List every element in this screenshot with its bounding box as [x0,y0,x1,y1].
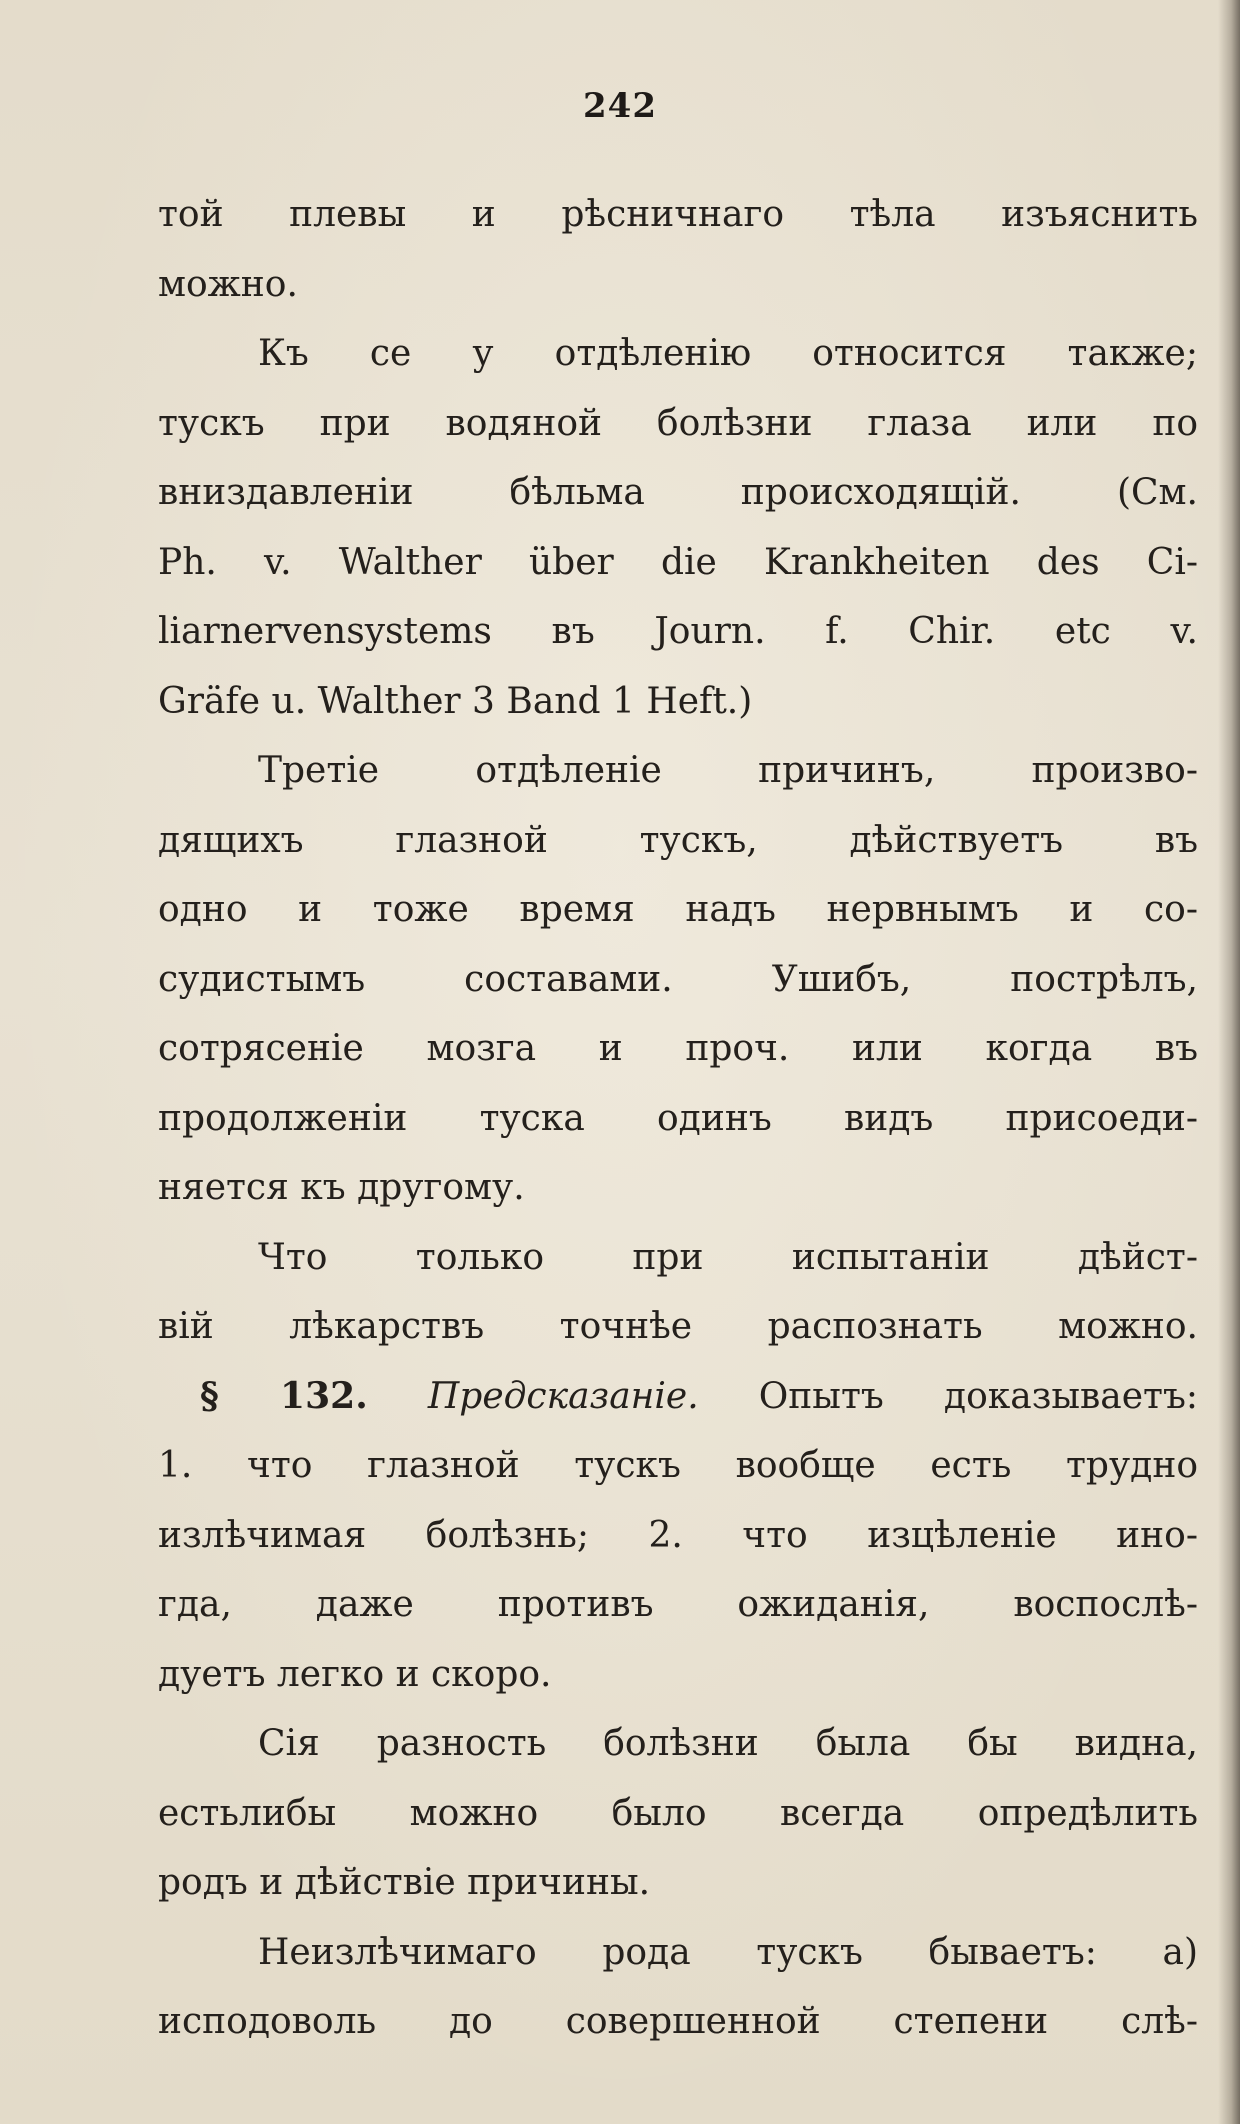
text-line: 1. что глазной тускъ вообще есть трудно [158,1445,1198,1486]
body-text [158,180,1198,2057]
text-line: дящихъ глазной тускъ, дѣйствуетъ въ [158,819,1198,861]
text-line: исподоволь до совершенной степени слѣ- [158,2001,1198,2042]
section-text: Опытъ доказываетъ: [758,1375,1198,1417]
section-heading-line [158,1362,1198,1432]
paragraph-start-line: Что только при испытаніи дѣйст- [258,1236,1198,1278]
text-line: тускъ при водяной болѣзни глаза или по [158,402,1198,444]
text-line: няется къ другому. [158,1167,525,1208]
text-line: Gräfe u. Walther 3 Band 1 Heft.) [158,680,753,722]
text-line: той плевы и рѣсничнаго тѣла изъяснить [158,194,1198,235]
text-line: вій лѣкарствъ точнѣе распознать можно. [158,1306,1198,1347]
text-line: можно. [158,263,298,305]
text-line: вниздавленіи бѣльма происходящій. (См. [158,472,1198,513]
text-line: продолженіи тускa одинъ видъ присоеди- [158,1097,1198,1139]
paragraph-start-line: Сія разность болѣзни была бы видна, [258,1723,1198,1764]
text-line: гда, даже противъ ожиданія, воспослѣ- [158,1584,1198,1625]
text-line: одно и тоже время надъ нервнымъ и со- [158,889,1198,930]
text-line: судистымъ составами. Ушибъ, пострѣлъ, [158,958,1198,1000]
text-line: сотрясеніе мозга и проч. или когда въ [158,1028,1198,1069]
page-edge-shadow [1218,0,1240,2124]
paragraph-start-line: Третіе отдѣленіе причинъ, произво- [258,750,1198,791]
section-title: Предсказаніе. [427,1375,699,1417]
section-number: § 132. [200,1374,368,1417]
text-line: дуетъ легко и скоро. [158,1653,552,1695]
text-line: Ph. v. Walther über die Krankheiten des Ci- [158,541,1198,583]
paragraph-start-line: Неизлѣчимаго рода тускъ бываетъ: а) [258,1931,1198,1973]
page-number: 242 [583,86,657,126]
text-line: liarnervensystems въ Journ. f. Chir. etc v. [158,611,1198,652]
text-line: излѣчимая болѣзнь; 2. что изцѣленіе ино- [158,1514,1198,1556]
text-line: родъ и дѣйствіе причины. [158,1862,651,1903]
text-line: естьлибы можно было всегда опредѣлить [158,1792,1198,1834]
paragraph-start-line: Къ се у отдѣленію относится также; [258,333,1198,374]
